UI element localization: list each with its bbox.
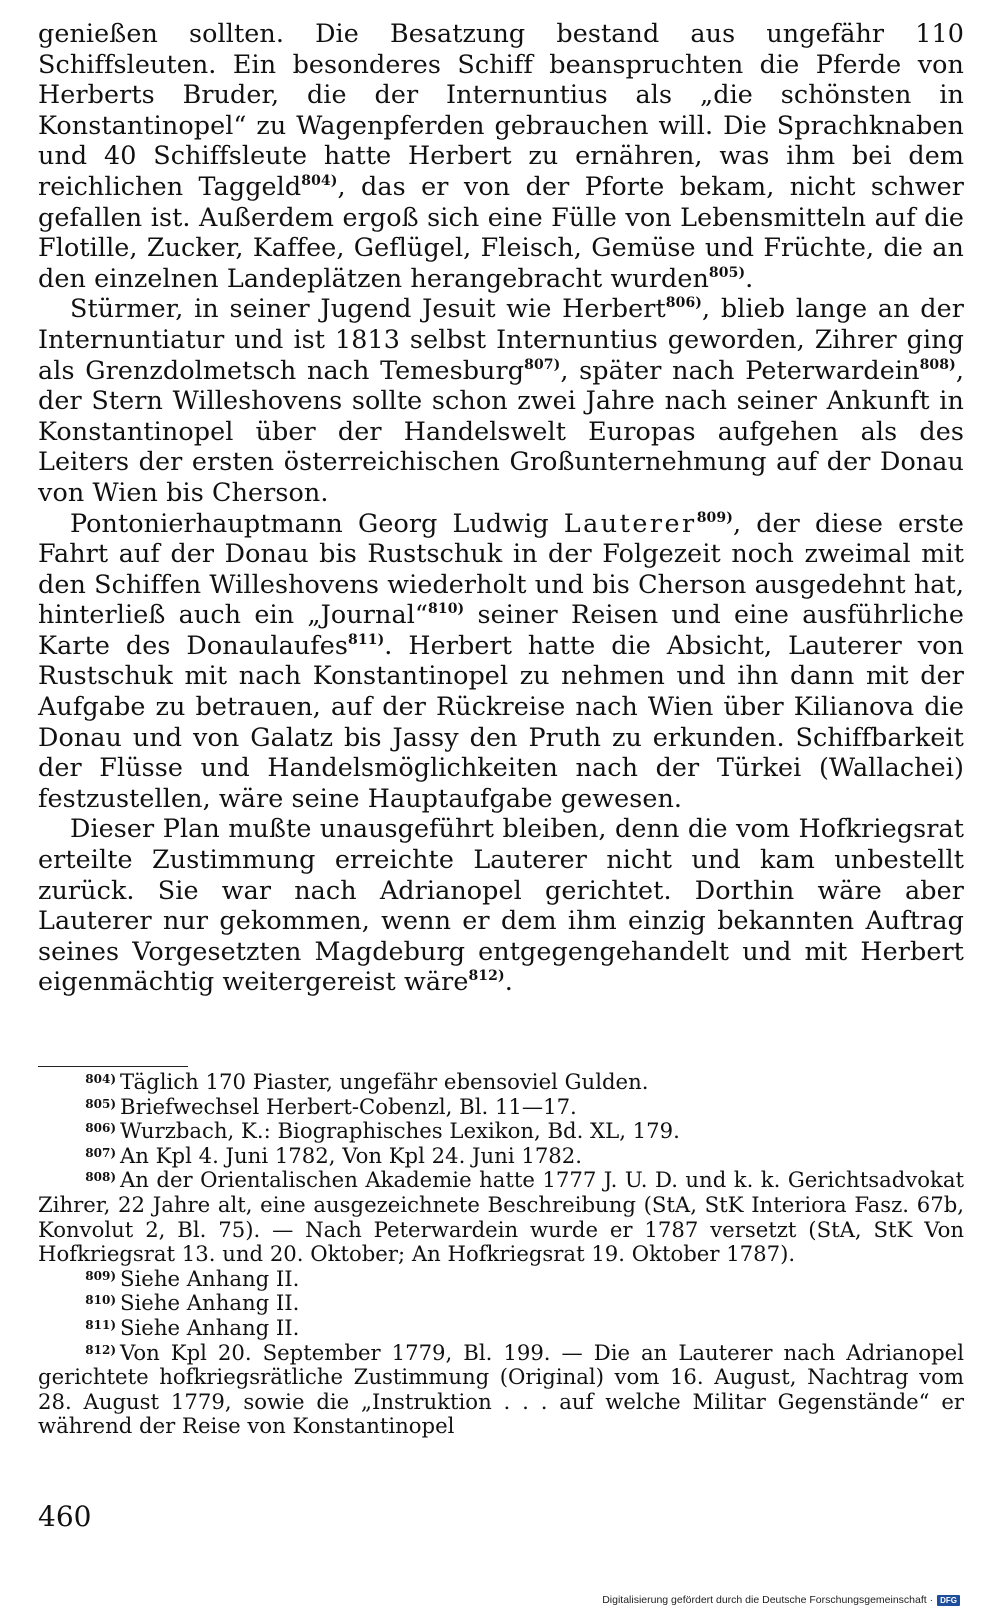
footnote-ref: 807) bbox=[524, 356, 561, 373]
footnote-number-label: 812) bbox=[85, 1342, 116, 1357]
footnote-text: Von Kpl 20. September 1779, Bl. 199. — Die an Lauterer nach Adrianopel gerichtete hofkriegsrätliche Zustimmung (Original) vom 16. August, Nachtrag vom 28. August 1779, sowie die „Instruktion . . . auf welche Militar Gegenstände“ er während der Reise von Konstantinopel bbox=[38, 1339, 964, 1439]
footnote-number-label: 808) bbox=[85, 1170, 116, 1185]
footnote bbox=[38, 1291, 964, 1316]
text-run: , das er von der Pforte bekam, nicht schwer gefallen ist. Außerdem ergoß sich eine Fülle von Lebensmitteln auf die Flotille, Zucker, Kaffee, Geflügel, Fleisch, Gemüse und Früchte, die an den einzelnen Landeplätzen herangebracht wurden bbox=[38, 170, 964, 293]
footnote-text: An der Orientalischen Akademie hatte 1777 J. U. D. und k. k. Gerichtsadvokat Zihrer, 22 Jahre alt, eine ausgezeichnete Beschreibung (StA, StK Interiora Fasz. 67b, Konvolut 2, Bl. 75). — Nach Peterwardein wurde er 1787 versetzt (StA, StK Von Hofkriegsrat 13. und 20. Oktober; An Hofkriegsrat 19. Oktober 1787). bbox=[38, 1167, 964, 1267]
footnote-number bbox=[38, 1341, 120, 1366]
footnote-ref: 810) bbox=[428, 601, 465, 618]
footnote-text: Wurzbach, K.: Biographisches Lexikon, Bd. XL, 179. bbox=[120, 1118, 680, 1144]
footnote bbox=[38, 1316, 964, 1341]
footnote-number-label: 810) bbox=[85, 1293, 116, 1308]
footnote-number bbox=[38, 1267, 120, 1292]
footnote bbox=[38, 1095, 964, 1120]
footnote-ref: 809) bbox=[696, 509, 733, 526]
footnote-number bbox=[38, 1070, 120, 1095]
footnote-ref: 812) bbox=[468, 968, 505, 985]
paragraph bbox=[38, 508, 964, 814]
paragraph bbox=[38, 293, 964, 507]
footnote-number-label: 806) bbox=[85, 1121, 116, 1136]
footnote-text: An Kpl 4. Juni 1782, Von Kpl 24. Juni 1782. bbox=[120, 1142, 582, 1168]
text-run: Dieser Plan mußte unausgeführt bleiben, denn die vom Hofkriegsrat erteilte Zustimmung erreichte Lauterer nicht und kam unbestellt zurück. Sie war nach Adrianopel gerichtet. Dorthin wäre aber Lauterer nur gekommen, wenn er dem ihm einzig bekannten Auftrag seines Vorgesetzten Magdeburg entgegengehandelt und mit Herbert eigenmächtig weitergereist wäre bbox=[38, 813, 964, 997]
footnote-ref: 805) bbox=[708, 264, 746, 281]
footnote bbox=[38, 1168, 964, 1266]
text-run: Pontonierhauptmann Georg Ludwig bbox=[70, 507, 564, 538]
text-run: , blieb lange an der Internuntiatur und ist 1813 selbst Internuntius geworden, Zihrer ging als Grenzdolmetsch nach Temesburg bbox=[38, 293, 964, 385]
footnote-ref: 806) bbox=[665, 295, 703, 312]
dfg-logo: DFG bbox=[937, 1595, 960, 1606]
paragraph bbox=[38, 813, 964, 997]
footnote-number bbox=[38, 1316, 120, 1341]
footnote-number bbox=[38, 1168, 120, 1193]
footnote-number bbox=[38, 1119, 120, 1144]
credit-text: Digitalisierung gefördert durch die Deutsche Forschungsgemeinschaft · bbox=[602, 1594, 934, 1606]
footnote-number-label: 807) bbox=[85, 1145, 116, 1160]
footnote-text: Briefwechsel Herbert-Cobenzl, Bl. 11—17. bbox=[120, 1093, 577, 1119]
footnote-text: Siehe Anhang II. bbox=[120, 1265, 300, 1291]
footnote-number-label: 811) bbox=[85, 1317, 116, 1332]
text-run: . Herbert hatte die Absicht, Lauterer von Rustschuk mit nach Konstantinopel zu nehmen und ihn dann mit der Aufgabe zu betrauen, auf der Rückreise nach Wien über Kilianova die Donau und von Galatz bis Jassy den Pruth zu erkunden. Schiffbarkeit der Flüsse und Handelsmöglichkeiten nach der Türkei (Wallachei) festzustellen, wäre seine Hauptaufgabe gewesen. bbox=[38, 629, 964, 813]
footnote-separator bbox=[38, 1066, 188, 1067]
text-run: , der diese erste Fahrt auf der Donau bis Rustschuk in der Folgezeit noch zweimal mit den Schiffen Willeshovens wiederholt und bis Cherson ausgedehnt hat, hinterließ auch ein „Journal“ bbox=[38, 507, 964, 630]
footnote bbox=[38, 1267, 964, 1292]
footnote-number bbox=[38, 1144, 120, 1169]
text-run: seiner Reisen und eine ausführliche Karte des Donaulaufes bbox=[38, 599, 965, 660]
footnote-number-label: 804) bbox=[85, 1072, 116, 1086]
main-text bbox=[38, 18, 964, 997]
footnote-text: Siehe Anhang II. bbox=[120, 1314, 300, 1340]
text-run: , später nach Peterwardein bbox=[560, 354, 920, 385]
footnote-ref: 804) bbox=[301, 172, 338, 189]
text-run: , der Stern Willeshovens sollte schon zwei Jahre nach seiner Ankunft in Konstantinopel über der Handelswelt Europas aufgehen als des Leiters der ersten österreichischen Großunternehmung auf der Donau von Wien bis Cherson. bbox=[38, 354, 964, 507]
footnotes bbox=[38, 1070, 964, 1439]
text-run: genießen sollten. Die Besatzung bestand aus ungefähr 110 Schiffsleuten. Ein besonderes Schiff beanspruchten die Pferde von Herberts Bruder, die der Internuntius als „die schönsten in Konstantinopel“ zu Wagenpferden gebrauchen will. Die Sprachknaben und 40 Schiffsleute hatte Herbert zu ernähren, was ihm bei dem reichlichen Taggeld bbox=[38, 18, 964, 201]
text-run: Stürmer, in seiner Jugend Jesuit wie Herbert bbox=[70, 293, 666, 324]
footnote bbox=[38, 1070, 964, 1095]
footnote bbox=[38, 1119, 964, 1144]
footnote-number bbox=[38, 1291, 120, 1316]
paragraph bbox=[38, 18, 964, 293]
footnote-text: Täglich 170 Piaster, ungefähr ebensoviel Gulden. bbox=[120, 1069, 649, 1094]
footnote bbox=[38, 1341, 964, 1439]
body-text bbox=[38, 18, 964, 997]
text-run: . bbox=[745, 262, 754, 293]
spaced-name: Lauterer bbox=[563, 507, 697, 538]
footnote-ref: 808) bbox=[919, 356, 956, 373]
footnote-number-label: 805) bbox=[85, 1096, 116, 1111]
footnote bbox=[38, 1144, 964, 1169]
page-number: 460 bbox=[38, 1500, 92, 1533]
footnote-ref: 811) bbox=[348, 631, 385, 648]
footnote-text: Siehe Anhang II. bbox=[120, 1290, 300, 1316]
footnote-number bbox=[38, 1095, 120, 1120]
footnote-number-label: 809) bbox=[85, 1268, 116, 1283]
text-run: . bbox=[504, 966, 513, 997]
digitization-credit bbox=[602, 1594, 960, 1606]
